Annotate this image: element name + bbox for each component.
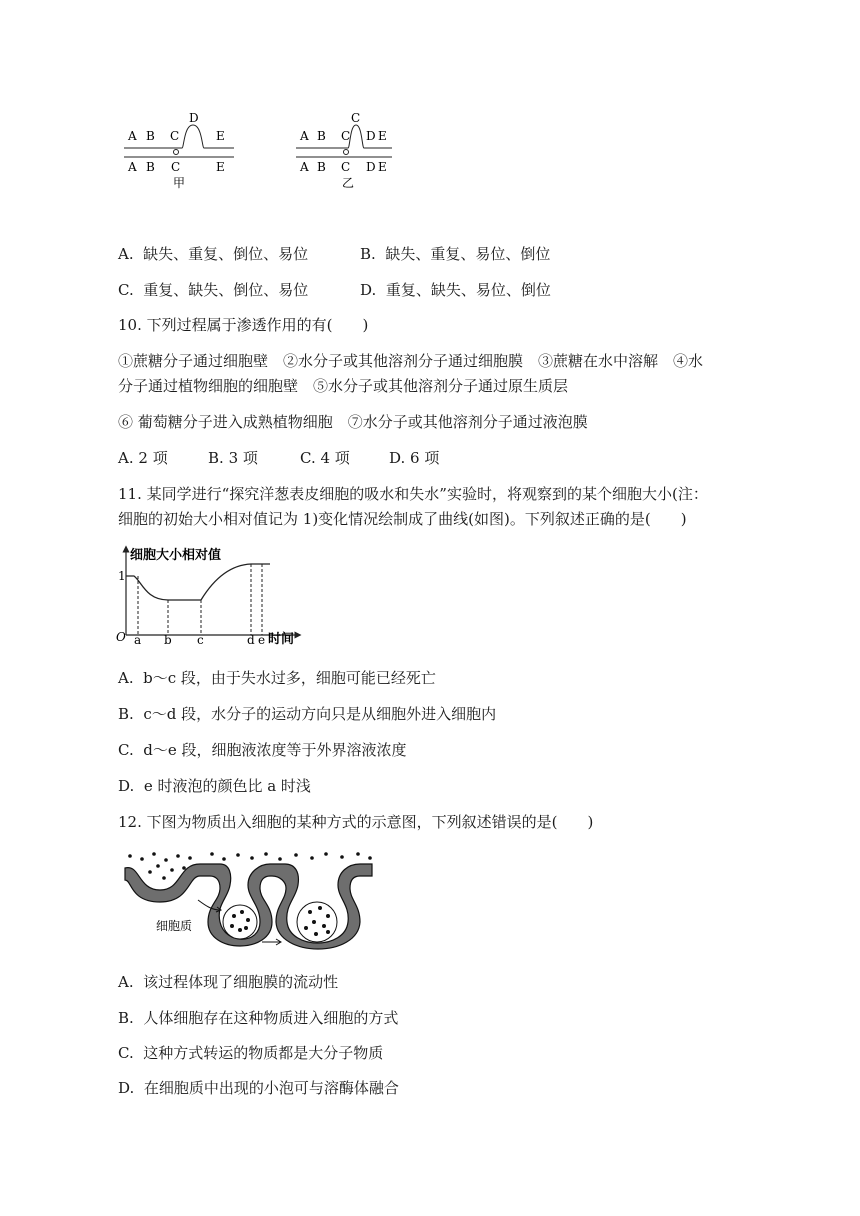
option-label: A. <box>118 449 134 467</box>
caption-yi: 乙 <box>342 176 355 190</box>
particle <box>210 852 214 856</box>
option-label: B. <box>118 1009 134 1027</box>
x-tick-e: e <box>258 633 266 647</box>
x-tick-a: a <box>134 633 142 647</box>
option-text: 人体细胞存在这种物质进入细胞的方式 <box>143 1009 399 1027</box>
label-C-top: C <box>170 129 180 143</box>
label-B-top: B <box>146 129 155 143</box>
q11-stem-line2: 细胞的初始大小相对值记为 1)变化情况绘制成了曲线(如图)。下列叙述正确的是( ) <box>118 510 687 528</box>
particle <box>164 858 168 862</box>
option-text: 6 项 <box>410 449 440 467</box>
option-label: C. <box>118 741 134 759</box>
particle <box>356 852 360 856</box>
q11-option-d <box>118 776 311 796</box>
q9-option-d <box>360 280 551 300</box>
chromosome-yi <box>296 111 392 190</box>
label-E-top: E <box>378 129 387 143</box>
particle <box>128 854 132 858</box>
particle <box>250 856 254 860</box>
q9-option-a <box>118 244 308 264</box>
option-text: 重复、缺失、易位、倒位 <box>385 281 551 299</box>
vesicle-particle <box>314 932 318 936</box>
label-D-top: D <box>189 111 199 125</box>
q10-items-line2: 分子通过植物细胞的细胞壁 ⑤水分子或其他溶剂分子通过原生质层 <box>118 377 569 395</box>
q10-items-line3: ⑥ 葡萄糖分子进入成熟植物细胞 ⑦水分子或其他溶剂分子通过液泡膜 <box>118 413 588 431</box>
q10-stem: 10. 下列过程属于渗透作用的有( ) <box>118 316 369 334</box>
vesicle-particle <box>322 924 326 928</box>
option-text: 在细胞质中出现的小泡可与溶酶体融合 <box>143 1079 399 1097</box>
label-C-bottom: C <box>171 160 181 174</box>
option-label: B. <box>208 449 224 467</box>
particle <box>324 852 328 856</box>
label-B-top: B <box>317 129 326 143</box>
option-text: e 时液泡的颜色比 a 时浅 <box>143 777 311 795</box>
vesicle-particle <box>246 918 250 922</box>
cell-membrane <box>125 864 372 949</box>
option-label: D. <box>118 777 135 795</box>
label-E-bottom: E <box>216 160 225 174</box>
option-label: D. <box>389 449 406 467</box>
vesicle-particle <box>318 906 322 910</box>
label-B-bottom: B <box>146 160 155 174</box>
particle <box>170 868 174 872</box>
particle <box>368 856 372 860</box>
q12-option-a <box>118 972 338 992</box>
y-axis-label: 细胞大小相对值 <box>130 548 222 563</box>
option-label: D. <box>360 281 377 299</box>
q10-option-b <box>208 448 258 468</box>
x-axis-label: 时间 <box>268 632 295 647</box>
chromosome-figure <box>110 105 410 200</box>
label-A-top: A <box>128 129 137 143</box>
q9-option-b <box>360 244 550 264</box>
vesicle-particle <box>230 924 234 928</box>
option-text: 缺失、重复、易位、倒位 <box>385 245 551 263</box>
vesicle-particle <box>304 926 308 930</box>
option-label: A. <box>118 669 134 687</box>
option-label: A. <box>118 973 134 991</box>
option-text: 重复、缺失、倒位、易位 <box>143 281 309 299</box>
centromere <box>344 150 349 155</box>
endocytosis-figure <box>120 850 380 960</box>
option-label: D. <box>118 1079 135 1097</box>
particle <box>156 864 160 868</box>
option-label: C. <box>118 281 134 299</box>
q10-items-line1: ①蔗糖分子通过细胞壁 ②水分子或其他溶剂分子通过细胞膜 ③蔗糖在水中溶解 ④水 <box>118 352 704 370</box>
option-label: C. <box>300 449 316 467</box>
particle <box>148 870 152 874</box>
caption-jia: 甲 <box>173 176 186 190</box>
label-E-top: E <box>216 129 225 143</box>
q10-option-d <box>389 448 439 468</box>
particle <box>310 856 314 860</box>
vesicle-particle <box>238 928 242 932</box>
label-D-top: D <box>366 129 376 143</box>
particle <box>222 857 226 861</box>
x-tick-b: b <box>164 633 172 647</box>
q12-option-c <box>118 1043 383 1063</box>
particle <box>182 866 186 870</box>
option-text: 2 项 <box>138 449 168 467</box>
option-label: B. <box>118 705 134 723</box>
option-label: A. <box>118 245 134 263</box>
x-tick-c: c <box>197 633 204 647</box>
centromere <box>174 150 179 155</box>
q12-option-d <box>118 1078 399 1098</box>
option-text: 缺失、重复、倒位、易位 <box>143 245 309 263</box>
option-text: c～d 段，水分子的运动方向只是从细胞外进入细胞内 <box>143 705 497 723</box>
option-text: 该过程体现了细胞膜的流动性 <box>143 973 339 991</box>
label-E-bottom: E <box>378 160 387 174</box>
chromosome-jia <box>124 111 234 190</box>
option-text: 这种方式转运的物质都是大分子物质 <box>143 1044 384 1062</box>
q11-option-c <box>118 740 407 760</box>
option-text: 4 项 <box>320 449 350 467</box>
label-D-bottom: D <box>366 160 376 174</box>
origin-label: O <box>116 630 126 644</box>
option-text: 3 项 <box>228 449 258 467</box>
label-C-bottom: C <box>341 160 351 174</box>
particle <box>278 857 282 861</box>
vesicle-particle <box>308 910 312 914</box>
label-C-top: C <box>341 129 351 143</box>
vesicle-particle <box>232 914 236 918</box>
option-label: C. <box>118 1044 134 1062</box>
particle <box>236 853 240 857</box>
particle <box>162 876 166 880</box>
q12-stem: 12. 下图为物质出入细胞的某种方式的示意图，下列叙述错误的是( ) <box>118 813 594 831</box>
q12-option-b <box>118 1008 398 1028</box>
vesicle-particle <box>312 920 316 924</box>
cell-size-chart <box>112 543 304 648</box>
y-tick-1: 1 <box>118 569 126 583</box>
particle <box>264 852 268 856</box>
particle <box>340 855 344 859</box>
label-A-top: A <box>300 129 309 143</box>
particle <box>188 856 192 860</box>
q11-option-b <box>118 704 496 724</box>
cell-size-curve <box>126 564 270 600</box>
particle <box>152 852 156 856</box>
label-A-bottom: A <box>128 160 137 174</box>
q11-stem-line1: 11. 某同学进行“探究洋葱表皮细胞的吸水和失水”实验时，将观察到的某个细胞大小(注： <box>118 485 708 503</box>
label-B-bottom: B <box>317 160 326 174</box>
q10-option-c <box>300 448 350 468</box>
particle <box>294 853 298 857</box>
vesicle-particle <box>244 926 248 930</box>
vesicle-particle <box>326 914 330 918</box>
option-text: d～e 段，细胞液浓度等于外界溶液浓度 <box>143 741 407 759</box>
cytoplasm-label: 细胞质 <box>156 919 193 933</box>
q9-option-c <box>118 280 308 300</box>
option-label: B. <box>360 245 376 263</box>
q11-option-a <box>118 668 436 688</box>
vesicle-particle <box>326 930 330 934</box>
label-C-loop: C <box>351 111 361 125</box>
particle <box>176 854 180 858</box>
vesicle-particle <box>240 910 244 914</box>
option-text: b～c 段，由于失水过多，细胞可能已经死亡 <box>143 669 436 687</box>
x-tick-d: d <box>247 633 255 647</box>
q10-option-a <box>118 448 168 468</box>
label-A-bottom: A <box>300 160 309 174</box>
particle <box>140 857 144 861</box>
